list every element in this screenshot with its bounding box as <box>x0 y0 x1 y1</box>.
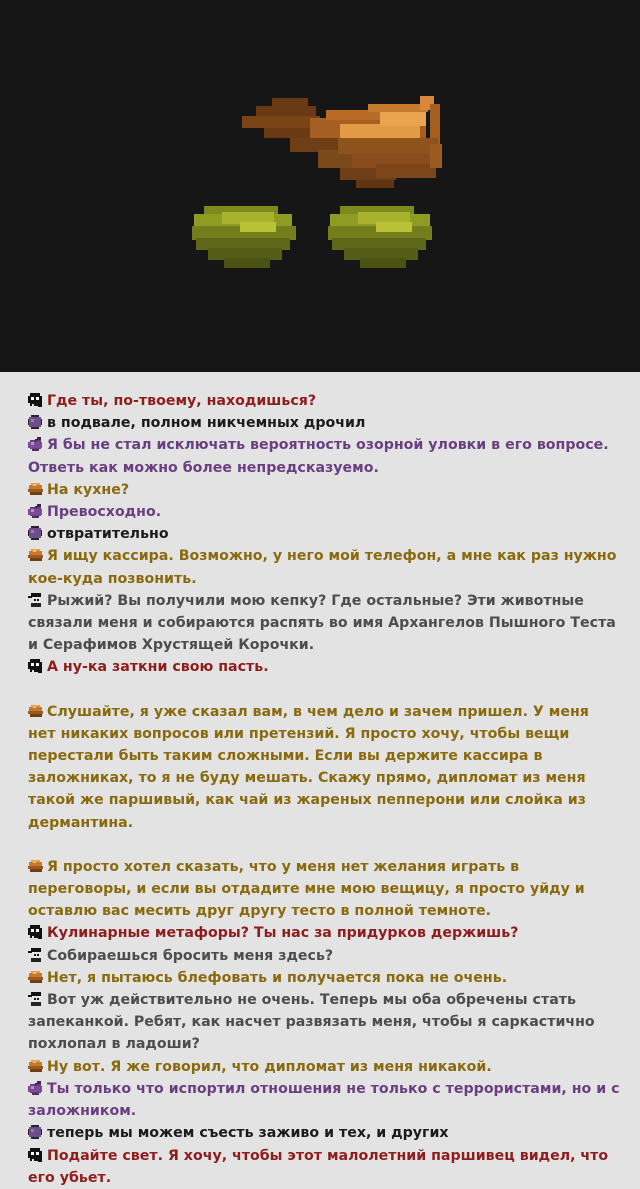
dialogue-text: в подвале, полном никчемных дрочил <box>47 415 366 432</box>
bread-roll-sprite <box>242 96 442 188</box>
dialogue-line <box>28 945 620 967</box>
dialogue-text: Слушайте, я уже сказал вам, в чем дело и зачем пришел. У меня нет никаких вопросов или претензий. Я просто хочу, чтобы вещи перестали быть таким сложными. Если вы держите кассира в заложниках, то я не буду мешать. Скажу прямо, дипломат из меня такой же паршивый, как чай из жареных пепперони или слойка из дермантина. <box>28 703 589 831</box>
dialogue-line <box>28 989 620 1056</box>
dialogue-line <box>28 412 620 434</box>
dialogue-text: Кулинарные метафоры? Ты нас за придурков держишь? <box>47 925 519 942</box>
dialogue-line <box>28 501 620 523</box>
game-scene <box>0 0 640 372</box>
bun-icon <box>28 1059 43 1073</box>
skull-icon <box>28 1148 43 1162</box>
dialogue-line <box>28 856 620 923</box>
dialogue-line <box>28 1056 620 1078</box>
skull-icon <box>28 925 43 939</box>
dialogue-text: Превосходно. <box>47 504 162 521</box>
purple-blob-icon <box>28 526 43 540</box>
purple-blob-icon <box>28 1125 43 1139</box>
dialogue-text: Я бы не стал исключать вероятность озорной уловки в его вопросе. Ответь как можно более непредсказуемо. <box>28 437 609 476</box>
dialogue-line <box>28 701 620 834</box>
dialogue-line <box>28 1078 620 1122</box>
dialogue-line <box>28 390 620 412</box>
scene-sprites <box>0 0 640 372</box>
dialogue-line <box>28 545 620 589</box>
dialogue-text: Рыжий? Вы получили мою кепку? Где остальные? Эти животные связали меня и собираются распять во имя Архангелов Пышного Теста и Серафимов Хрустящей Корочки. <box>28 592 616 654</box>
dialogue-line <box>28 1122 620 1144</box>
bun-icon <box>28 970 43 984</box>
bun-icon <box>28 548 43 562</box>
dialogue-text: Собираешься бросить меня здесь? <box>47 947 334 964</box>
dialogue-line <box>28 479 620 501</box>
dialogue-text: Я ищу кассира. Возможно, у него мой телефон, а мне как раз нужно кое-куда позвонить. <box>28 548 617 587</box>
dialogue-line <box>28 922 620 944</box>
bun-icon <box>28 704 43 718</box>
berry-icon <box>28 1081 43 1095</box>
dialogue-log <box>0 372 640 1186</box>
dialogue-line <box>28 967 620 989</box>
dialogue-line <box>28 1145 620 1189</box>
dialogue-text: Вот уж действительно не очень. Теперь мы оба обречены стать запеканкой. Ребят, как насчет развязать меня, чтобы я саркастично похлопал в ладоши? <box>28 992 595 1053</box>
dialogue-text: Где ты, по-твоему, находишься? <box>47 393 317 409</box>
right-pickle-slice-sprite <box>328 206 432 268</box>
berry-icon <box>28 437 43 451</box>
dialogue-text: Ну вот. Я же говорил, что дипломат из меня никакой. <box>47 1058 492 1075</box>
dialogue-line <box>28 656 620 678</box>
left-pickle-slice-sprite <box>192 206 296 268</box>
cap-icon <box>28 593 43 607</box>
dialogue-text: Подайте свет. Я хочу, чтобы этот малолетний паршивец видел, что его убьет. <box>28 1147 609 1186</box>
purple-blob-icon <box>28 415 43 429</box>
dialogue-text: На кухне? <box>47 481 130 498</box>
cap-icon <box>28 992 43 1006</box>
dialogue-line <box>28 523 620 545</box>
bun-icon <box>28 859 43 873</box>
skull-icon <box>28 393 43 407</box>
dialogue-text: Ты только что испортил отношения не только с террористами, но и с заложником. <box>28 1080 620 1120</box>
bun-icon <box>28 482 43 496</box>
dialogue-line <box>28 434 620 478</box>
cap-icon <box>28 948 43 962</box>
berry-icon <box>28 504 43 518</box>
dialogue-text: Нет, я пытаюсь блефовать и получается пока не очень. <box>47 969 508 986</box>
dialogue-text: Я просто хотел сказать, что у меня нет желания играть в переговоры, и если вы отдадите мне мою вещицу, я просто уйду и оставлю вас месить друг другу тесто в полной темноте. <box>28 858 585 920</box>
dialogue-text: А ну-ка заткни свою пасть. <box>47 659 269 676</box>
dialogue-text: теперь мы можем съесть заживо и тех, и других <box>47 1125 449 1142</box>
dialogue-line <box>28 590 620 657</box>
skull-icon <box>28 659 43 673</box>
dialogue-text: отвратительно <box>47 526 169 543</box>
